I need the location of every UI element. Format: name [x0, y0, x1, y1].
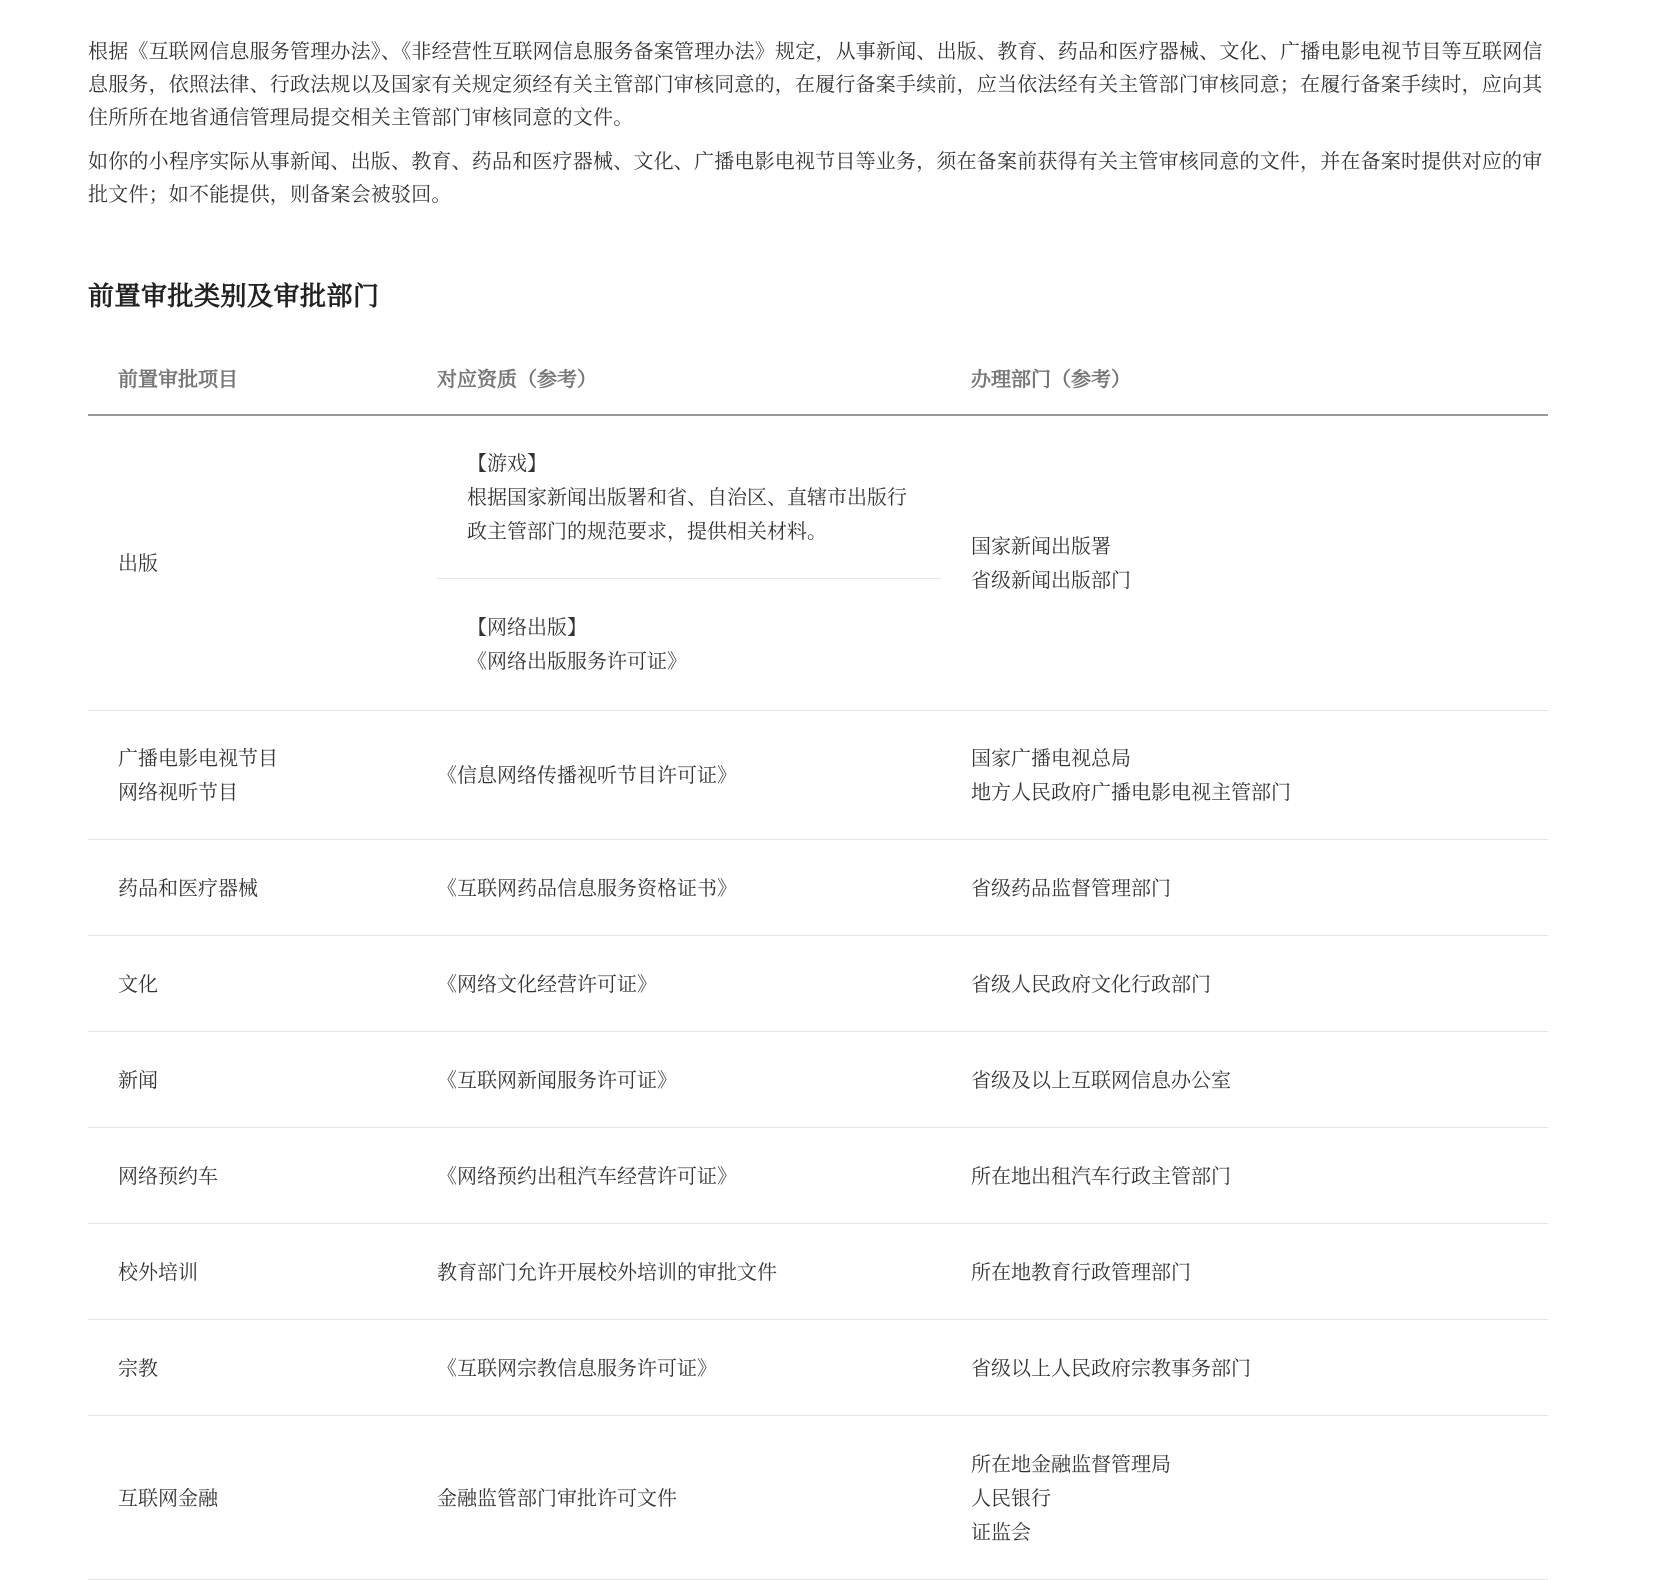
- cell-item: 校外培训: [88, 1224, 407, 1320]
- table-header-row: [88, 344, 1548, 415]
- dept-line: 省级新闻出版部门: [971, 568, 1131, 592]
- cell-department: 省级及以上互联网信息办公室: [941, 1032, 1548, 1128]
- cell-qualification: 《互联网药品信息服务资格证书》: [407, 840, 941, 936]
- cell-department: [941, 1416, 1548, 1580]
- sub-qualification-game: [437, 419, 941, 579]
- cell-qualification: 教育部门允许开展校外培训的审批文件: [407, 1224, 941, 1320]
- cell-department: 省级人民政府文化行政部门: [941, 936, 1548, 1032]
- game-tag: 【游戏】: [467, 451, 547, 475]
- header-item: 前置审批项目: [88, 344, 407, 415]
- cell-item: 互联网金融: [88, 1416, 407, 1580]
- dept-line: 所在地金融监督管理局: [971, 1451, 1171, 1476]
- table-row: [88, 1320, 1548, 1416]
- cell-item: 药品和医疗器械: [88, 840, 407, 936]
- cell-qualification: 《网络文化经营许可证》: [407, 936, 941, 1032]
- online-publishing-tag: 【网络出版】: [467, 615, 587, 639]
- item-line: 网络视听节目: [118, 780, 238, 804]
- item-line: 广播电影电视节目: [118, 746, 278, 770]
- table-row: [88, 1128, 1548, 1224]
- table-row: [88, 1224, 1548, 1320]
- cell-item: 网络预约车: [88, 1128, 407, 1224]
- dept-line: 国家广播电视总局: [971, 746, 1131, 770]
- cell-qualification: 金融监管部门审批许可文件: [407, 1416, 941, 1580]
- intro-paragraph-1: 根据《互联网信息服务管理办法》、《非经营性互联网信息服务备案管理办法》规定，从事新闻、出版、教育、药品和医疗器械、文化、广播电影电视节目等互联网信息服务，依照法律、行政法规以及国家有关规定须经有关主管部门审核同意的，在履行备案手续前，应当依法经有关主管部门审核同意；在履行备案手续时，应向其住所所在地省通信管理局提交相关主管部门审核同意的文件。: [88, 39, 1543, 129]
- cell-qualification: 《互联网新闻服务许可证》: [407, 1032, 941, 1128]
- cell-department: 省级以上人民政府宗教事务部门: [941, 1320, 1548, 1416]
- cell-department: 所在地出租汽车行政主管部门: [941, 1128, 1548, 1224]
- section-title: 前置审批类别及审批部门: [88, 282, 380, 312]
- sub-qualification-online: [437, 579, 941, 707]
- table-row: [88, 1032, 1548, 1128]
- cell-department: 省级药品监督管理部门: [941, 840, 1548, 936]
- cell-qualification: 《互联网宗教信息服务许可证》: [407, 1320, 941, 1416]
- table-row: [88, 840, 1548, 936]
- table-row-publishing: [88, 415, 1548, 711]
- game-desc-line-2: 政主管部门的规范要求，提供相关材料。: [467, 519, 827, 543]
- intro-paragraph-2: 如你的小程序实际从事新闻、出版、教育、药品和医疗器械、文化、广播电影电视节目等业务，须在备案前获得有关主管审核同意的文件，并在备案时提供对应的审批文件；如不能提供，则备案会被驳回。: [88, 149, 1543, 206]
- table-row-finance: [88, 1416, 1548, 1580]
- approval-table: [88, 344, 1548, 1580]
- header-department: 办理部门（参考）: [941, 344, 1548, 415]
- dept-line: 人民银行: [971, 1485, 1051, 1510]
- intro-text: [88, 35, 1548, 211]
- header-qualification: 对应资质（参考）: [407, 344, 941, 415]
- cell-item: [88, 711, 407, 840]
- cell-item: 文化: [88, 936, 407, 1032]
- main-content: [88, 35, 1548, 1580]
- cell-qualification: 《网络预约出租汽车经营许可证》: [407, 1128, 941, 1224]
- cell-item: 新闻: [88, 1032, 407, 1128]
- cell-department: [941, 415, 1548, 711]
- cell-department: [941, 711, 1548, 840]
- dept-line: 国家新闻出版署: [971, 534, 1111, 558]
- dept-line: 地方人民政府广播电影电视主管部门: [971, 780, 1291, 804]
- online-publishing-desc: 《网络出版服务许可证》: [467, 649, 687, 673]
- cell-qualification: [407, 415, 941, 711]
- cell-item: 出版: [88, 415, 407, 711]
- cell-item: 宗教: [88, 1320, 407, 1416]
- table-row-broadcast: [88, 711, 1548, 840]
- cell-department: 所在地教育行政管理部门: [941, 1224, 1548, 1320]
- game-desc-line-1: 根据国家新闻出版署和省、自治区、直辖市出版行: [467, 485, 907, 509]
- dept-line: 证监会: [971, 1519, 1031, 1544]
- cell-qualification: 《信息网络传播视听节目许可证》: [407, 711, 941, 840]
- table-row: [88, 936, 1548, 1032]
